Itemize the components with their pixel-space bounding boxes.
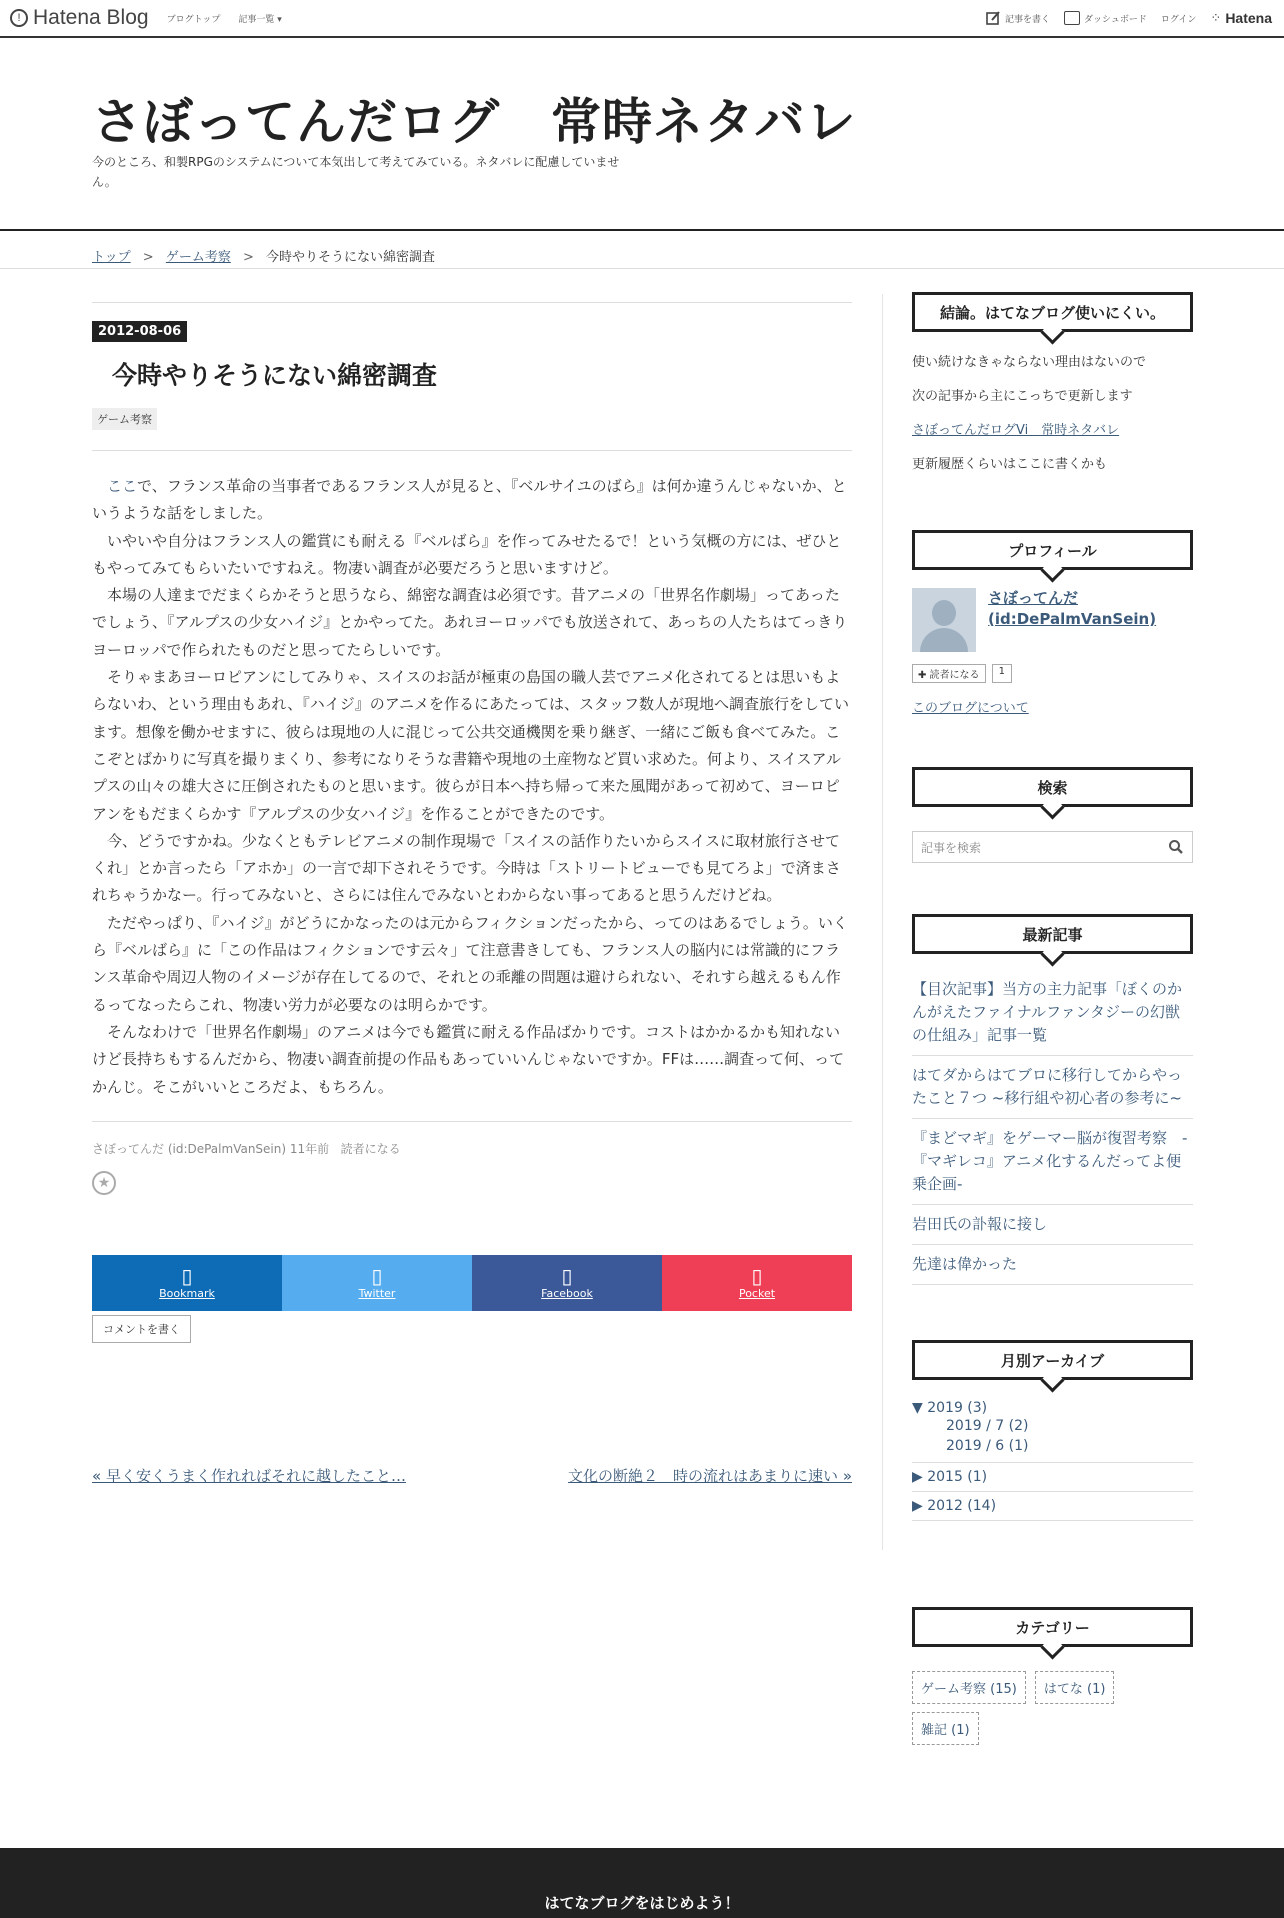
archive-2012-toggle[interactable]: ▶ 2012 (14)	[912, 1492, 1193, 1521]
sidebar-archive	[912, 1340, 1193, 1521]
sidebar-recent	[912, 914, 1193, 1285]
recent-entry-link[interactable]: 先達は偉かった	[912, 1245, 1193, 1285]
entry-footer	[92, 1140, 852, 1157]
sidebar-notice: 結論。はてなブログ使いにくい。 使い続けなきゃならない理由はないので 次の記事から主にこっちで更新します さぼってんだログVi 常時ネタバレ 更新履歴くらいはここに書くかも	[912, 292, 1193, 482]
entry-author: さぼってんだ (id:DePalmVanSein)	[92, 1141, 287, 1156]
hatena-menu[interactable]: ⁘ Hatena	[1210, 10, 1272, 26]
recent-entry-link[interactable]: 岩田氏の訃報に接し	[912, 1205, 1193, 1245]
entry-category-tag[interactable]: ゲーム考察	[92, 408, 157, 430]
bookmark-icon: ▯	[181, 1264, 193, 1289]
next-entry-link[interactable]: 文化の断絶２ 時の流れはあまりに速い »	[568, 1466, 852, 1485]
write-comment-button[interactable]: コメントを書く	[92, 1315, 191, 1343]
notice-heading: 結論。はてなブログ使いにくい。	[912, 292, 1193, 332]
new-blog-link[interactable]: さぼってんだログVi 常時ネタバレ	[912, 423, 1120, 438]
twitter-icon: ▯	[371, 1264, 383, 1289]
entry-content	[92, 473, 852, 1101]
category-link[interactable]: はてな (1)	[1035, 1671, 1115, 1704]
entry-date[interactable]: 2012-08-06	[92, 321, 187, 342]
share-bookmark-button[interactable]: ▯ Bookmark	[92, 1255, 282, 1311]
archive-2015-toggle[interactable]: ▶ 2015 (1)	[912, 1463, 1193, 1492]
paragraph-5: 今、どうですかね。少なくともテレビアニメの制作現場で「スイスの話作りたいからスイスに取材旅行させてくれ」とか言ったら「アホか」の一言で却下されそうです。今時は「ストリートビューでも見てろよ」で済まされちゃうかなー。行ってみないと、さらには住んでみないとわからない事ってあると思うんだけどね。	[92, 831, 841, 905]
paragraph-4: そりゃまあヨーロピアンにしてみりゃ、スイスのお話が極東の島国の職人芸でアニメ化されてるとは思いもよらないわ、という理由もあれ、『ハイジ』のアニメを作るにあたっては、スタッフ数人が現地へ調査旅行をしています。想像を働かせますに、彼らは現地の人に混じって公共交通機関を乗り継ぎ、一緒にご飯も食べてみた。ここぞとばかりに写真を撮りまくり、参考になりそうな書籍や現地の土産物など買い求めた。何より、スイスアルプスの山々の雄大さに圧倒されたものと思います。彼らが日本へ持ち帰って来た風聞があって初めて、ヨーロピアンをもだまくらかす『アルプスの少女ハイジ』を作ることができたのです。	[92, 668, 850, 823]
site-footer	[0, 1848, 1284, 1918]
dashboard-icon	[1064, 11, 1080, 25]
breadcrumb-divider	[0, 268, 1284, 269]
entry-permalink-time[interactable]: 11年前	[289, 1141, 330, 1156]
hatena-logo-icon: !	[10, 9, 28, 27]
search-heading: 検索	[912, 767, 1193, 807]
archive-month-link[interactable]: 2019 / 7 (2)	[946, 1418, 1029, 1434]
breadcrumb-category[interactable]: ゲーム考察	[165, 250, 231, 265]
paragraph-6: ただやっぱり、『ハイジ』がどうにかなったのは元からフィクションだったから、ってのはあるでしょう。いくら『ベルばら』に「この作品はフィクションです云々」て注意書きしても、フランス人の脳内には常識的にフランス革命や周辺人物のイメージが存在してるので、それとの乖離の問題は避けられない、それすら越えるもん作るってなったらこれ、物凄い労力が必要なのは明らかです。	[92, 913, 848, 1014]
archive-month-link[interactable]: 2019 / 6 (1)	[946, 1438, 1029, 1454]
share-pocket-button[interactable]: ▯ Pocket	[662, 1255, 852, 1311]
blog-top-link[interactable]: ブログトップ	[166, 14, 221, 25]
breadcrumb: トップ > ゲーム考察 > 今時やりそうにない綿密調査	[92, 250, 436, 265]
share-buttons	[92, 1255, 852, 1311]
sidebar-search	[912, 767, 1193, 863]
about-blog-link[interactable]: このブログについて	[912, 701, 1029, 716]
hatena-blog-logo[interactable]	[10, 6, 149, 30]
recent-entry-link[interactable]: はてダからはてブロに移行してからやったこと７つ ~移行組や初心者の参考に~	[912, 1056, 1193, 1119]
paragraph-1: ここで、フランス革命の当事者であるフランス人が見ると、『ベルサイユのばら』は何か違うんじゃないか、というような話をしました。	[92, 477, 847, 523]
breadcrumb-current: 今時やりそうにない綿密調査	[266, 250, 436, 265]
breadcrumb-top[interactable]: トップ	[92, 250, 131, 265]
subscribe-link[interactable]: 読者になる	[340, 1141, 401, 1156]
start-blog-cta[interactable]: はてなブログをはじめよう！	[544, 1894, 740, 1912]
archive-2019-toggle[interactable]: ▼ 2019 (3)	[912, 1400, 988, 1416]
column-divider	[882, 294, 883, 1550]
header-divider	[0, 229, 1284, 231]
archive-year-2019	[912, 1394, 1193, 1463]
prev-entry-link[interactable]: « 早く安くうまく作れればそれに越したこと…	[92, 1466, 406, 1485]
add-star-icon[interactable]: ★	[92, 1171, 116, 1195]
share-facebook-button[interactable]: ▯ Facebook	[472, 1255, 662, 1311]
write-entry-link[interactable]: 記事を書く	[985, 10, 1050, 26]
pocket-icon: ▯	[751, 1264, 763, 1289]
login-link[interactable]: ログイン	[1160, 14, 1197, 25]
profile-heading: プロフィール	[912, 530, 1193, 570]
pencil-icon	[985, 10, 1001, 26]
profile-name-link[interactable]: さぼってんだ (id:DePalmVanSein)	[988, 589, 1157, 628]
sidebar-categories	[912, 1607, 1193, 1753]
entry	[92, 302, 852, 1486]
category-link[interactable]: 雑記 (1)	[912, 1712, 979, 1745]
reader-count[interactable]: 1	[992, 664, 1012, 683]
category-heading: カテゴリー	[912, 1607, 1193, 1647]
dashboard-link[interactable]: ダッシュボード	[1064, 11, 1147, 25]
sidebar-profile	[912, 530, 1193, 716]
paragraph-3: 本場の人達までだまくらかそうと思うなら、綿密な調査は必須です。昔アニメの「世界名作劇場」ってあったでしょう、『アルプスの少女ハイジ』とかやってた。あれヨーロッパでも放送されて、あっちの人たちはてっきりヨーロッパで作られたものだと思ってたらしいです。	[92, 586, 848, 659]
search-input[interactable]: 記事を検索	[912, 831, 1193, 863]
logo-text: Hatena Blog	[33, 6, 149, 29]
recent-heading: 最新記事	[912, 914, 1193, 954]
entry-title[interactable]: 今時やりそうにない綿密調査	[112, 361, 438, 390]
global-header-right	[985, 0, 1272, 36]
share-twitter-button[interactable]: ▯ Twitter	[282, 1255, 472, 1311]
facebook-icon: ▯	[561, 1264, 573, 1289]
search-icon[interactable]	[1168, 839, 1184, 855]
archive-heading: 月別アーカイブ	[912, 1340, 1193, 1380]
blog-description: 今のところ、和製RPGのシステムについて本気出して考えてみている。ネタバレに配慮していません。	[92, 155, 620, 189]
paragraph-2: いやいや自分はフランス人の鑑賞にも耐える『ベルばら』を作ってみせたるで！という気概の方には、ぜひともやってみてもらいたいですねえ。物凄い調査が必要だろうと思いますけど。	[92, 531, 842, 577]
entry-pager	[92, 1465, 852, 1486]
reference-link[interactable]: ここ	[107, 477, 138, 495]
blog-title[interactable]: さぼってんだログ 常時ネタバレ	[92, 93, 857, 151]
hatena-dots-icon: ⁘	[1210, 10, 1222, 26]
paragraph-7: そんなわけで「世界名作劇場」のアニメは今でも鑑賞に耐える作品ばかりです。コストはかかるかも知れないけど長持ちもするんだから、物凄い調査前提の作品もあっていいんじゃないですか。FFは……調査って何、ってかんじ。そこがいいところだよ、もちろん。	[92, 1022, 845, 1096]
subscribe-button[interactable]: ✚ 読者になる	[912, 664, 986, 683]
category-link[interactable]: ゲーム考察 (15)	[912, 1671, 1026, 1704]
avatar[interactable]	[912, 588, 976, 652]
global-header	[0, 0, 1284, 38]
entries-link[interactable]: 記事一覧 ▾	[238, 14, 282, 25]
recent-entry-link[interactable]: 【目次記事】当方の主力記事「ぼくのかんがえたファイナルファンタジーの幻獣の仕組み」記事一覧	[912, 970, 1193, 1056]
recent-entry-link[interactable]: 『まどマギ』をゲーマー脳が復習考察 -『マギレコ』アニメ化するんだってよ便乗企画-	[912, 1119, 1193, 1205]
